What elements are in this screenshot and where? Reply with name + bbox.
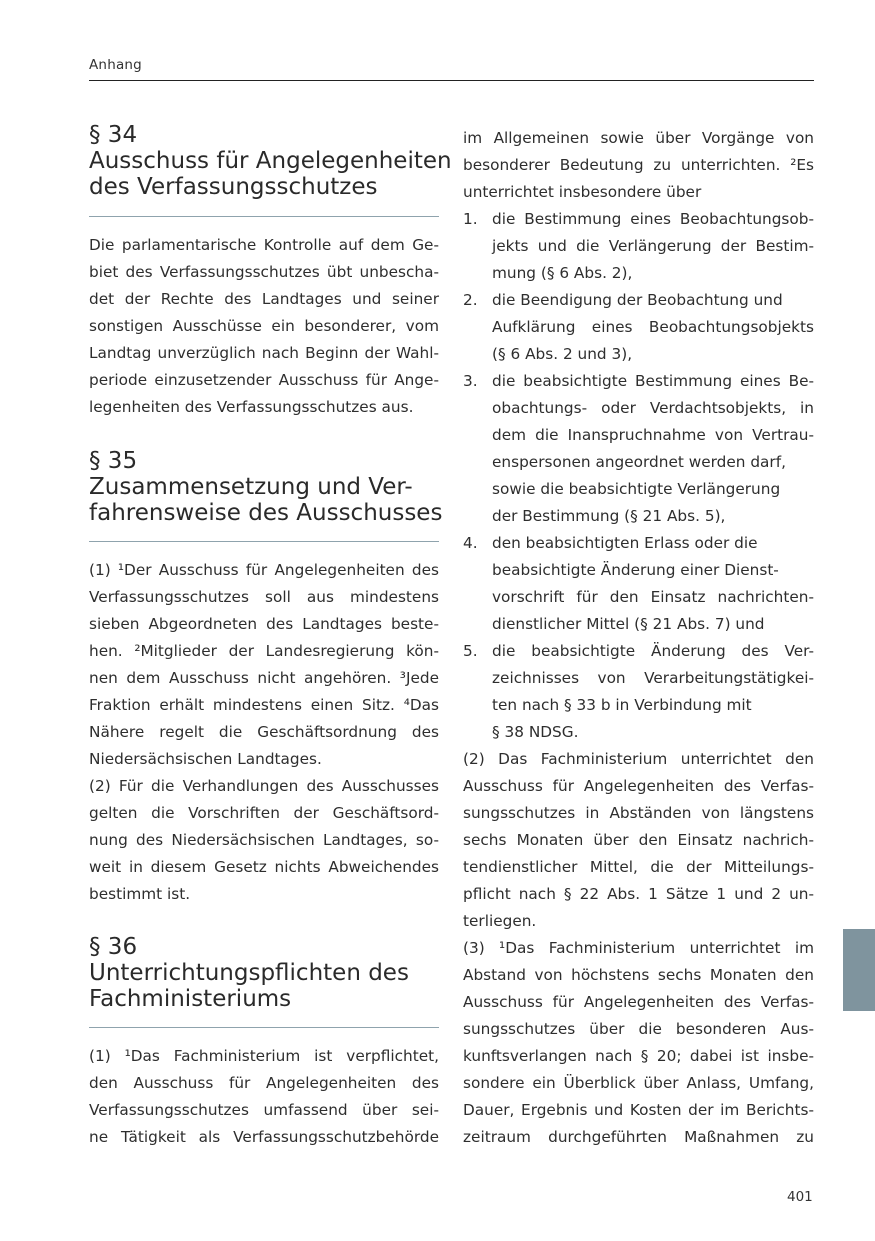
text-line: vorschrift für den Einsatz nachrichten- — [492, 588, 814, 606]
section-rule — [89, 541, 439, 542]
text-line: (1) ¹Das Fachministerium ist verpflichtet, — [89, 1047, 439, 1065]
text-line: ne Tätigkeit als Verfassungsschutzbehörde — [89, 1128, 439, 1146]
text-line: den Ausschuss für Angelegenheiten des — [89, 1074, 439, 1092]
list-item-4: 4. den beabsichtigten Erlass oder die — [463, 530, 814, 557]
section-number: § 35 — [89, 448, 138, 474]
text-line: enspersonen angeordnet werden darf, — [492, 453, 786, 471]
section-rule — [89, 216, 439, 217]
section-35-heading — [89, 448, 443, 526]
text-line: dienstlicher Mittel (§ 21 Abs. 7) und — [492, 615, 765, 633]
list-number: 4. — [463, 534, 478, 552]
section-34-paragraph — [89, 232, 439, 421]
text-line: jekts und die Verlängerung der Bestim- — [492, 237, 814, 255]
text-line: sungsschutzes in Abständen von längstens — [463, 804, 814, 822]
list-item-3: 3. die beabsichtigte Bestimmung eines Be- — [463, 368, 814, 395]
section-35-paragraph — [89, 557, 439, 908]
section-title-line: des Verfassungsschutzes — [89, 174, 378, 200]
text-line: (§ 6 Abs. 2 und 3), — [492, 345, 633, 363]
text-line: zeichnisses von Verarbeitungstätigkei- — [492, 669, 814, 687]
section-title-line: Zusammensetzung und Ver- — [89, 474, 413, 500]
text-line: mung (§ 6 Abs. 2), — [492, 264, 633, 282]
section-36-paragraph — [89, 1043, 439, 1151]
text-line: biet des Verfassungsschutzes übt unbescha- — [89, 263, 439, 281]
text-line: Fraktion erhält mindestens einen Sitz. ⁴Das — [89, 696, 439, 714]
text-line: sungsschutzes über die besonderen Aus- — [463, 1020, 814, 1038]
text-line: weit in diesem Gesetz nichts Abweichendes — [89, 858, 439, 876]
section-number: § 36 — [89, 934, 138, 960]
text-line: sonstigen Ausschüsse ein besonderer, vom — [89, 317, 439, 335]
text-line: § 38 NDSG. — [492, 723, 579, 741]
header-rule — [89, 80, 814, 81]
list-number: 1. — [463, 210, 478, 228]
text-line: besonderer Bedeutung zu unterrichten. ²Es — [463, 156, 814, 174]
text-line: sieben Abgeordneten des Landtages beste- — [89, 615, 439, 633]
section-title-line: Fachministeriums — [89, 986, 292, 1012]
text-line: pflicht nach § 22 Abs. 1 Sätze 1 und 2 un- — [463, 885, 814, 903]
text-line: sowie die beabsichtigte Verlängerung — [492, 480, 781, 498]
text-line: Dauer, Ergebnis und Kosten der im Berichts- — [463, 1101, 814, 1119]
text-line: bestimmt ist. — [89, 885, 191, 903]
text-line: Verfassungsschutzes soll aus mindestens — [89, 588, 439, 606]
text-line: Verfassungsschutzes umfassend über sei- — [89, 1101, 439, 1119]
text-line: dem die Inanspruchnahme von Vertrau- — [492, 426, 814, 444]
text-line: Aufklärung eines Beobachtungsobjekts — [492, 318, 814, 336]
text-line: Abstand von höchstens sechs Monaten den — [463, 966, 814, 984]
text-line: (1) ¹Der Ausschuss für Angelegenheiten des — [89, 561, 439, 579]
text-line: tendienstlicher Mittel, die der Mitteilungs- — [463, 858, 814, 876]
list-number: 2. — [463, 291, 478, 309]
chapter-tab-marker — [843, 929, 875, 1011]
page-number: 401 — [787, 1189, 813, 1205]
text-line: ten nach § 33 b in Verbindung mit — [492, 696, 752, 714]
text-line: legenheiten des Verfassungsschutzes aus. — [89, 398, 414, 416]
section-title-line: Unterrichtungspflichten des — [89, 960, 409, 986]
section-34-heading — [89, 122, 452, 200]
text-line: nen dem Ausschuss nicht angehören. ³Jede — [89, 669, 439, 687]
text-line: terliegen. — [463, 912, 537, 930]
text-line: (2) Das Fachministerium unterrichtet den — [463, 750, 814, 768]
list-item-2: 2. die Beendigung der Beobachtung und — [463, 287, 814, 314]
section-number: § 34 — [89, 122, 138, 148]
text-line: Niedersächsischen Landtages. — [89, 750, 322, 768]
text-line: sondere ein Überblick über Anlass, Umfang, — [463, 1074, 814, 1092]
text-line: hen. ²Mitglieder der Landesregierung kön- — [89, 642, 439, 660]
text-line: zeitraum durchgeführten Maßnahmen zu — [463, 1128, 814, 1146]
section-title-line: fahrensweise des Ausschusses — [89, 500, 443, 526]
text-line: kunftsverlangen nach § 20; dabei ist insbe- — [463, 1047, 814, 1065]
text-line: Ausschuss für Angelegenheiten des Verfas- — [463, 993, 814, 1011]
header-title: Anhang — [89, 57, 142, 73]
text-line: nung des Niedersächsischen Landtages, so- — [89, 831, 439, 849]
text-line: Ausschuss für Angelegenheiten des Verfas- — [463, 777, 814, 795]
text-line: (2) Für die Verhandlungen des Ausschusses — [89, 777, 439, 795]
text-line: beabsichtigte Änderung einer Dienst- — [492, 561, 779, 579]
text-line: periode einzusetzender Ausschuss für Ange- — [89, 371, 439, 389]
list-item-5: 5. die beabsichtigte Änderung des Ver- — [463, 638, 814, 665]
list-item-1: 1. die Bestimmung eines Beobachtungsob- — [463, 206, 814, 233]
text-line: unterrichtet insbesondere über — [463, 183, 702, 201]
text-line: Die parlamentarische Kontrolle auf dem Ge- — [89, 236, 439, 254]
text-line: Nähere regelt die Geschäftsordnung des — [89, 723, 439, 741]
section-36-heading — [89, 934, 439, 1012]
text-line: obachtungs- oder Verdachtsobjekts, in — [492, 399, 814, 417]
section-rule — [89, 1027, 439, 1028]
text-line: im Allgemeinen sowie über Vorgänge von — [463, 129, 814, 147]
text-line: (3) ¹Das Fachministerium unterrichtet im — [463, 939, 814, 957]
text-line: der Bestimmung (§ 21 Abs. 5), — [492, 507, 726, 525]
text-line: det der Rechte des Landtages und seiner — [89, 290, 439, 308]
text-line: gelten die Vorschriften der Geschäftsord- — [89, 804, 439, 822]
text-line: sechs Monaten über den Einsatz nachrich- — [463, 831, 814, 849]
list-number: 5. — [463, 642, 478, 660]
list-number: 3. — [463, 372, 478, 390]
section-title-line: Ausschuss für Angelegenheiten — [89, 148, 452, 174]
text-line: Landtag unverzüglich nach Beginn der Wahl- — [89, 344, 439, 362]
